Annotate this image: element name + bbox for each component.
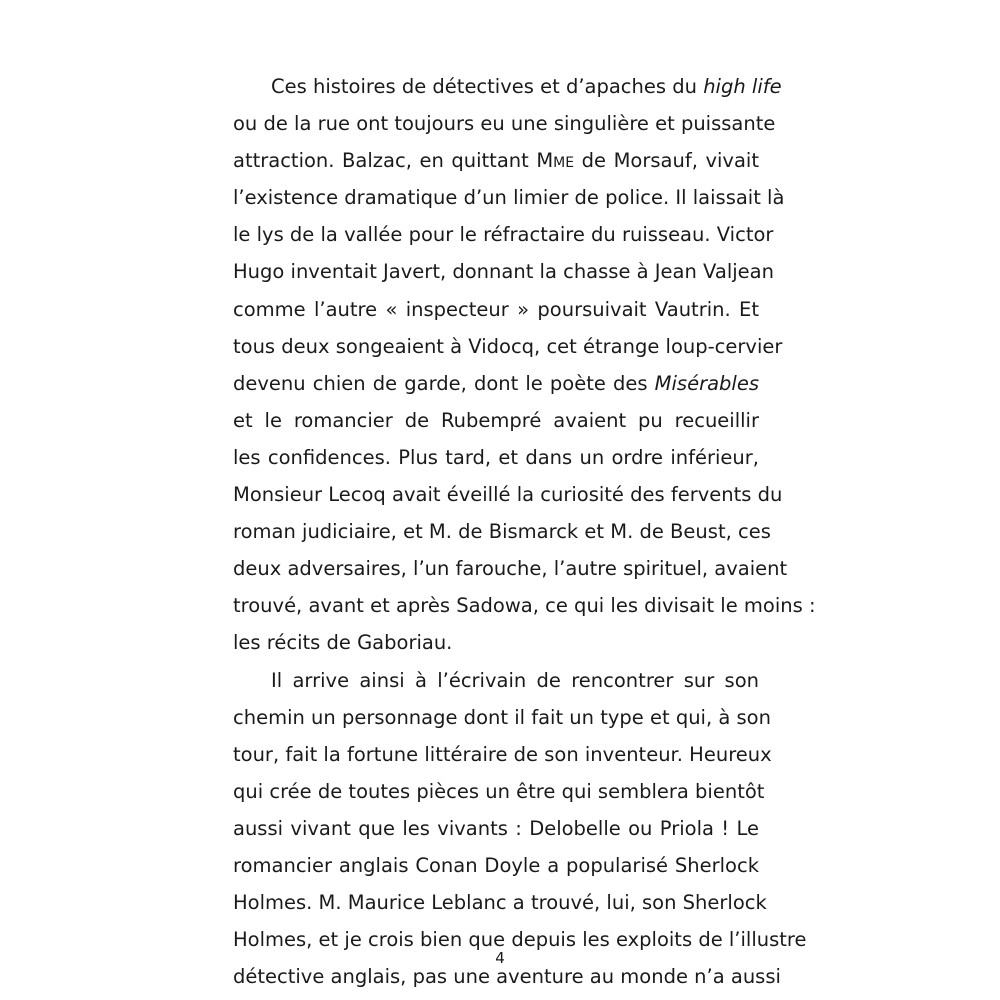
- text-line: ou de la rue ont toujours eu une singulière et puissante: [233, 112, 776, 136]
- text-line: roman judiciaire, et M. de Bismarck et M. de Beust, ces: [233, 520, 771, 544]
- text-line: devenu chien de garde, dont le poète des Misérables: [233, 371, 759, 395]
- text-line: aussi vivant que les vivants : Delobelle ou Priola ! Le: [233, 816, 759, 840]
- text-line: romancier anglais Conan Doyle a popularisé Sherlock: [233, 853, 759, 877]
- text-line: l’existence dramatique d’un limier de police. Il laissait là: [233, 186, 785, 210]
- text-line: deux adversaires, l’un farouche, l’autre spirituel, avaient: [233, 557, 788, 581]
- paragraph-1: [233, 68, 816, 662]
- text-line: les confidences. Plus tard, et dans un ordre inférieur,: [233, 445, 759, 469]
- text-line: le lys de la vallée pour le réfractaire du ruisseau. Victor: [233, 223, 774, 247]
- text-line: Ces histoires de détectives et d’apaches du high life: [271, 75, 782, 98]
- text-line: attraction. Balzac, en quittant Mme de Morsauf, vivait: [233, 149, 759, 173]
- text-line: trouvé, avant et après Sadowa, ce qui les divisait le moins :: [233, 594, 816, 618]
- text-line: comme l’autre « inspecteur » poursuivait Vautrin. Et: [233, 297, 759, 321]
- text-line: Holmes, et je crois bien que depuis les exploits de l’illustre: [233, 928, 807, 952]
- text-line: Monsieur Lecoq avait éveillé la curiosité des fervents du: [233, 483, 783, 507]
- text-line-last: les récits de Gaboriau.: [233, 631, 453, 655]
- text-line: détective anglais, pas une aventure au monde n’a aussi: [233, 965, 781, 989]
- paragraph-2: [233, 662, 807, 996]
- text-line: qui crée de toutes pièces un être qui semblera bientôt: [233, 779, 765, 803]
- text-line: Il arrive ainsi à l’écrivain de rencontrer sur son: [271, 668, 759, 692]
- page-number: 4: [495, 949, 505, 967]
- body-text: [233, 68, 816, 995]
- text-line: chemin un personnage dont il fait un type et qui, à son: [233, 705, 771, 729]
- text-line: Hugo inventait Javert, donnant la chasse à Jean Valjean: [233, 260, 774, 284]
- text-line: et le romancier de Rubempré avaient pu recueillir: [233, 408, 759, 432]
- text-line: tous deux songeaient à Vidocq, cet étrange loup-cervier: [233, 334, 783, 358]
- text-line: Holmes. M. Maurice Leblanc a trouvé, lui, son Sherlock: [233, 891, 767, 915]
- text-line: tour, fait la fortune littéraire de son inventeur. Heureux: [233, 742, 772, 766]
